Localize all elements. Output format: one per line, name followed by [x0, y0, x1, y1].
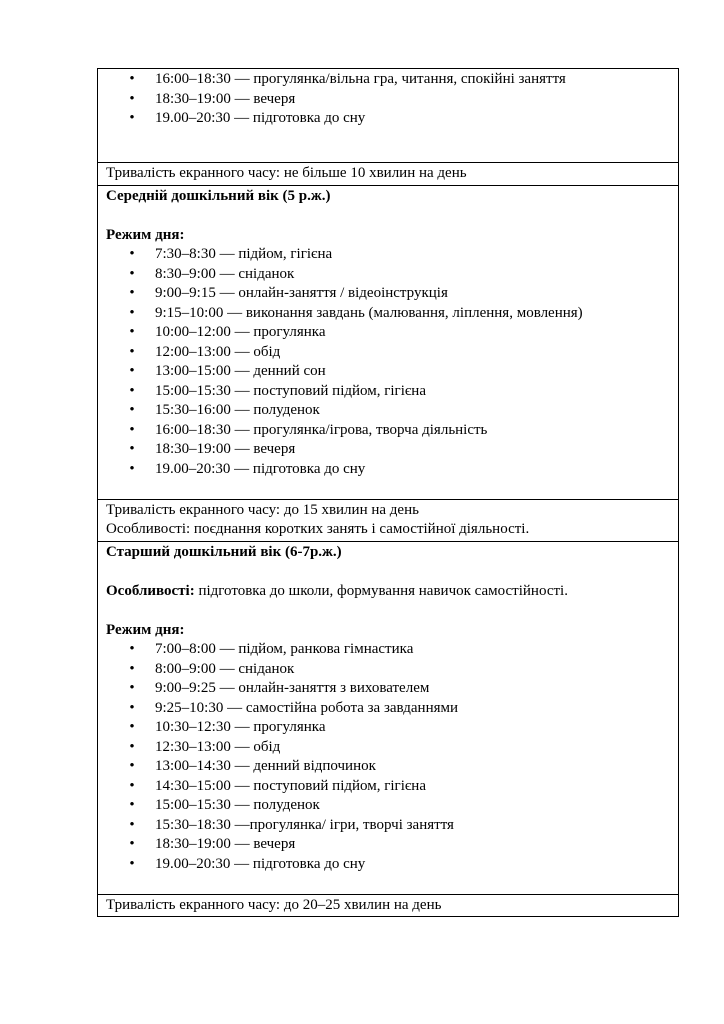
bullet-icon: •	[129, 382, 135, 399]
schedule-table	[97, 68, 679, 917]
senior-age-schedule-list	[106, 640, 670, 874]
bullet-icon: •	[129, 304, 135, 321]
list-item: • 9:00–9:25 — онлайн-заняття з вихователем	[127, 679, 670, 699]
senior-age-features-text: підготовка до школи, формування навичок самостійності.	[194, 582, 568, 599]
middle-age-heading: Середній дошкільний вік (5 р.ж.)	[106, 187, 331, 204]
senior-age-screen-time: Тривалість екранного часу: до 20–25 хвилин на день	[106, 896, 442, 913]
spacer	[106, 562, 670, 582]
senior-age-screen-time-cell	[98, 895, 678, 917]
bullet-icon: •	[129, 699, 135, 716]
list-item: • 15:30–16:00 — полуденок	[127, 401, 670, 421]
bullet-icon: •	[129, 816, 135, 833]
middle-age-schedule-list	[106, 245, 670, 479]
senior-age-cell	[98, 542, 678, 895]
list-item: • 8:00–9:00 — сніданок	[127, 660, 670, 680]
bullet-icon: •	[129, 719, 135, 735]
bullet-icon: •	[129, 343, 135, 360]
list-item: • 18:30–19:00 — вечеря	[127, 90, 670, 110]
bullet-icon: •	[129, 758, 135, 774]
top-screen-time-cell	[98, 163, 678, 186]
spacer	[106, 129, 670, 149]
senior-age-heading: Старший дошкільний вік (6-7р.ж.)	[106, 543, 342, 560]
bullet-icon: •	[129, 324, 135, 340]
list-item: • 9:00–9:15 — онлайн-заняття / відеоінструкція	[127, 284, 670, 304]
bullet-icon: •	[129, 777, 135, 794]
bullet-icon: •	[129, 660, 135, 677]
bullet-icon: •	[129, 797, 135, 813]
list-item: • 19.00–20:30 — підготовка до сну	[127, 855, 670, 875]
bullet-icon: •	[129, 246, 135, 262]
bullet-icon: •	[129, 421, 135, 438]
senior-age-routine-label: Режим дня:	[106, 621, 185, 638]
middle-age-routine-label: Режим дня:	[106, 226, 185, 243]
bullet-icon: •	[129, 285, 135, 301]
bullet-icon: •	[129, 71, 135, 87]
list-item: • 16:00–18:30 — прогулянка/вільна гра, читання, спокійні заняття	[127, 70, 670, 90]
middle-age-notes-cell	[98, 500, 678, 542]
top-schedule-list	[106, 70, 670, 129]
bullet-icon: •	[129, 363, 135, 379]
bullet-icon: •	[129, 441, 135, 457]
list-item: • 15:00–15:30 — поступовий підйом, гігієна	[127, 382, 670, 402]
bullet-icon: •	[129, 836, 135, 852]
list-item: • 15:30–18:30 —прогулянка/ ігри, творчі заняття	[127, 816, 670, 836]
list-item: • 10:30–12:30 — прогулянка	[127, 718, 670, 738]
bullet-icon: •	[129, 110, 135, 126]
screen-time-text: Тривалість екранного часу: не більше 10 хвилин на день	[106, 165, 467, 181]
list-item: • 9:25–10:30 — самостійна робота за завданнями	[127, 699, 670, 719]
spacer	[106, 479, 670, 499]
spacer	[106, 148, 670, 162]
middle-age-features: Особливості: поєднання коротких занять і самостійної діяльності.	[106, 521, 530, 537]
list-item: • 8:30–9:00 — сніданок	[127, 265, 670, 285]
list-item: • 19.00–20:30 — підготовка до сну	[127, 109, 670, 129]
senior-age-features	[106, 582, 670, 602]
list-item: • 18:30–19:00 — вечеря	[127, 440, 670, 460]
list-item: • 12:30–13:00 — обід	[127, 738, 670, 758]
list-item: • 12:00–13:00 — обід	[127, 343, 670, 363]
bullet-icon: •	[129, 738, 135, 755]
bullet-icon: •	[129, 265, 135, 282]
senior-age-features-label: Особливості:	[106, 582, 195, 599]
list-item: • 16:00–18:30 — прогулянка/ігрова, творча діяльність	[127, 421, 670, 441]
spacer	[106, 206, 670, 226]
bullet-icon: •	[129, 641, 135, 657]
list-item: • 7:30–8:30 — підйом, гігієна	[127, 245, 670, 265]
list-item: • 9:15–10:00 — виконання завдань (малювання, ліплення, мовлення)	[127, 304, 670, 324]
list-item: • 10:00–12:00 — прогулянка	[127, 323, 670, 343]
bullet-icon: •	[129, 90, 135, 107]
middle-age-screen-time: Тривалість екранного часу: до 15 хвилин на день	[106, 501, 419, 518]
spacer	[106, 601, 670, 621]
list-item: • 7:00–8:00 — підйом, ранкова гімнастика	[127, 640, 670, 660]
list-item: • 18:30–19:00 — вечеря	[127, 835, 670, 855]
bullet-icon: •	[129, 680, 135, 696]
list-item: • 14:30–15:00 — поступовий підйом, гігієна	[127, 777, 670, 797]
list-item: • 19.00–20:30 — підготовка до сну	[127, 460, 670, 480]
bullet-icon: •	[129, 460, 135, 477]
spacer	[106, 874, 670, 894]
list-item: • 15:00–15:30 — полуденок	[127, 796, 670, 816]
list-item: • 13:00–14:30 — денний відпочинок	[127, 757, 670, 777]
top-schedule-cell	[98, 69, 678, 163]
list-item: • 13:00–15:00 — денний сон	[127, 362, 670, 382]
bullet-icon: •	[129, 402, 135, 418]
middle-age-cell	[98, 186, 678, 500]
bullet-icon: •	[129, 855, 135, 872]
